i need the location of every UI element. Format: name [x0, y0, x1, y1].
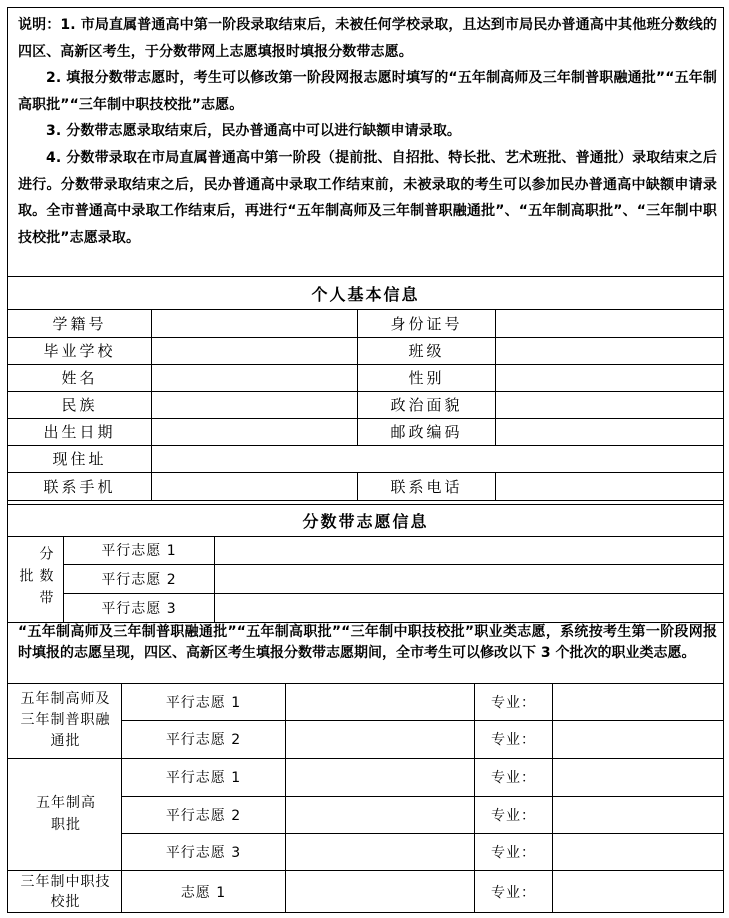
- note-2: 2. 填报分数带志愿时，考生可以修改第一阶段网报志愿时填写的“五年制高师及三年制普职融通批”“五年制高职批”“三年制中职技校批”志愿。: [18, 70, 717, 113]
- vocational-group-2-choice-2-field[interactable]: [286, 797, 474, 833]
- phone-field[interactable]: [496, 473, 723, 500]
- personal-info-title: 个人基本信息: [311, 284, 420, 304]
- vocational-group-2-major-1-field[interactable]: [553, 759, 723, 796]
- school-field[interactable]: [152, 338, 357, 364]
- major-label: 专业：: [491, 694, 536, 711]
- ethnicity-label: 民族: [61, 396, 98, 414]
- birth-label: 出生日期: [43, 423, 116, 441]
- vocational-group-1-label: 五年制高师及三年制普职融通批: [20, 691, 111, 749]
- mobile-label: 联系手机: [43, 477, 116, 496]
- id-card-field[interactable]: [496, 310, 723, 337]
- instructions-notes: [8, 8, 723, 276]
- vocational-group-3-label: 三年制中职技校批: [20, 873, 111, 910]
- score-band-choice-3-field[interactable]: [215, 594, 723, 622]
- score-band-title: 分数带志愿信息: [302, 512, 429, 531]
- id-card-label: 身份证号: [390, 314, 463, 333]
- birth-field[interactable]: [152, 419, 357, 445]
- gender-field[interactable]: [496, 365, 723, 391]
- name-field[interactable]: [152, 365, 357, 391]
- score-band-side-label: 分数带批: [17, 546, 54, 612]
- address-field[interactable]: [152, 446, 723, 472]
- class-label: 班级: [408, 342, 445, 360]
- postal-field[interactable]: [496, 419, 723, 445]
- divider: [8, 500, 723, 501]
- major-label: 专业：: [491, 770, 536, 786]
- score-band-choice-2-label: 平行志愿 2: [101, 571, 177, 588]
- vocational-group-2-major-3-field[interactable]: [553, 834, 723, 870]
- school-label: 毕业学校: [43, 342, 116, 360]
- vocational-group-2-choice-3-label: 平行志愿 3: [165, 844, 242, 861]
- political-label: 政治面貌: [390, 396, 463, 414]
- student-id-field[interactable]: [152, 310, 357, 337]
- vocational-group-2-major-2-field[interactable]: [553, 797, 723, 833]
- vocational-group-1-major-1-field[interactable]: [553, 684, 723, 720]
- vocational-group-2-label: 五年制高职批: [36, 795, 96, 833]
- major-label: 专业：: [491, 732, 536, 748]
- major-label: 专业：: [491, 844, 536, 861]
- vocational-group-2-choice-1-label: 平行志愿 1: [165, 770, 242, 786]
- ethnicity-field[interactable]: [152, 392, 357, 418]
- vocational-group-1-choice-1-field[interactable]: [286, 684, 474, 720]
- score-band-choice-2-field[interactable]: [215, 565, 723, 593]
- student-id-label: 学籍号: [52, 314, 107, 333]
- mobile-field[interactable]: [152, 473, 357, 500]
- vocational-group-1-choice-2-label: 平行志愿 2: [165, 732, 242, 748]
- vocational-group-1-major-2-field[interactable]: [553, 721, 723, 758]
- major-label: 专业：: [491, 884, 536, 901]
- vocational-note: “五年制高师及三年制普职融通批”“五年制高职批”“三年制中职技校批”职业类志愿，系统按考生第一阶段网报时填报的志愿呈现，四区、高新区考生填报分数带志愿期间，全市考生可以修改以下 3 个批次的职业类志愿。: [18, 624, 717, 661]
- name-label: 姓名: [61, 369, 98, 387]
- vocational-group-1-choice-2-field[interactable]: [286, 721, 474, 758]
- phone-label: 联系电话: [390, 477, 463, 496]
- vocational-group-2-choice-1-field[interactable]: [286, 759, 474, 796]
- vocational-group-3-choice-1-label: 志愿 1: [180, 884, 227, 901]
- note-3: 3. 分数带志愿录取结束后，民办普通高中可以进行缺额申请录取。: [46, 123, 462, 140]
- vocational-group-2-choice-2-label: 平行志愿 2: [165, 807, 242, 824]
- note-1: 说明：1. 市局直属普通高中第一阶段录取结束后，未被任何学校录取，且达到市局民办普通高中其他班分数线的四区、高新区考生，于分数带网上志愿填报时填报分数带志愿。: [18, 17, 717, 60]
- vocational-group-3-choice-1-field[interactable]: [286, 871, 474, 913]
- note-4: 4. 分数带录取在市局直属普通高中第一阶段（提前批、自招批、特长批、艺术班批、普通批）录取结束之后进行。分数带录取结束之后，民办普通高中录取工作结束前，未被录取的考生可以参加民办普通高中缺额申请录取。全市普通高中录取工作结束后，再进行“五年制高师及三年制普职融通批”、“五年制高职批”、“三年制中职技校批”志愿录取。: [18, 149, 717, 246]
- score-band-choice-3-label: 平行志愿 3: [101, 600, 177, 617]
- score-band-choice-1-field[interactable]: [215, 537, 723, 564]
- political-field[interactable]: [496, 392, 723, 418]
- major-label: 专业：: [491, 807, 536, 824]
- vocational-group-2-choice-3-field[interactable]: [286, 834, 474, 870]
- postal-label: 邮政编码: [390, 423, 463, 441]
- gender-label: 性别: [408, 369, 445, 387]
- vocational-group-1-choice-1-label: 平行志愿 1: [165, 694, 242, 711]
- class-field[interactable]: [496, 338, 723, 364]
- address-label: 现住址: [52, 450, 107, 468]
- vocational-group-3-major-1-field[interactable]: [553, 871, 723, 913]
- admission-form: [7, 7, 724, 913]
- score-band-choice-1-label: 平行志愿 1: [101, 543, 177, 559]
